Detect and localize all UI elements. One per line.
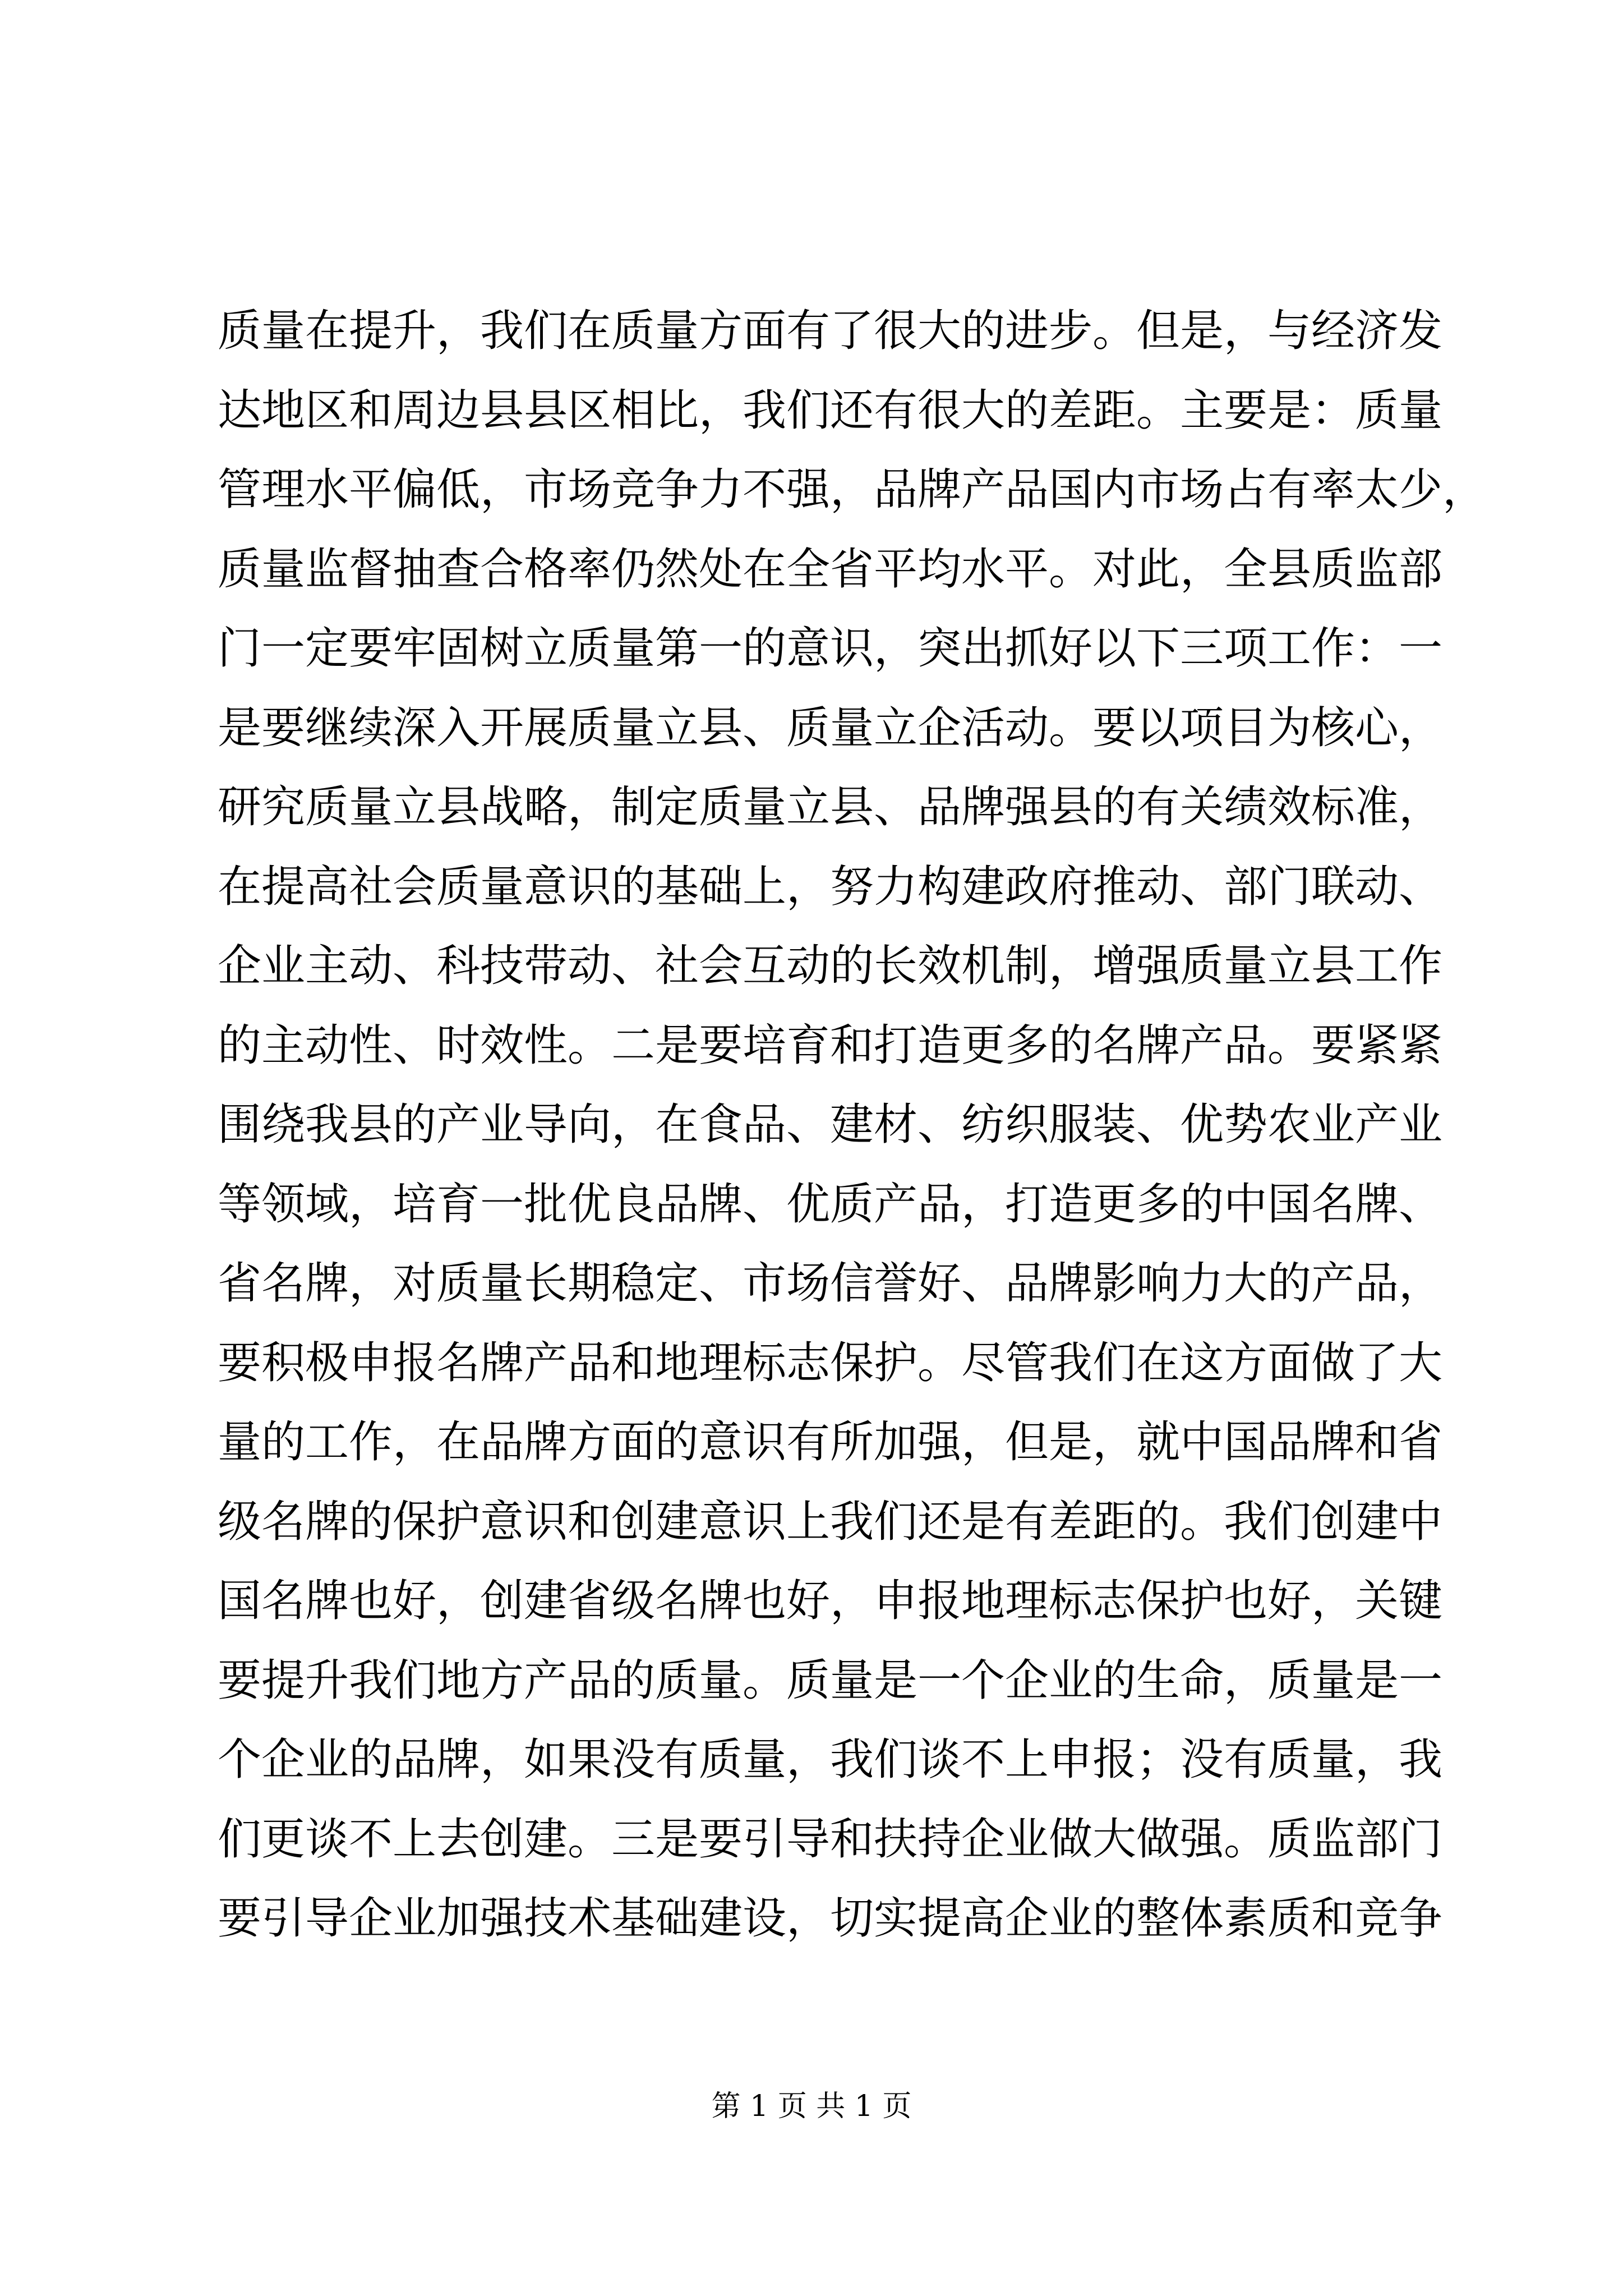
- text-line: 的主动性、时效性。二是要培育和打造更多的名牌产品。要紧紧: [218, 1020, 1443, 1071]
- text-line: 管理水平偏低，市场竞争力不强，品牌产品国内市场占有率太少，: [218, 464, 1487, 515]
- text-line: 要积极申报名牌产品和地理标志保护。尽管我们在这方面做了大: [218, 1337, 1443, 1388]
- text-line: 等领域，培育一批优良品牌、优质产品，打造更多的中国名牌、: [218, 1179, 1443, 1230]
- text-line: 是要继续深入开展质量立县、质量立企活动。要以项目为核心，: [218, 702, 1443, 753]
- body-text: [218, 292, 1487, 1959]
- text-line: 围绕我县的产业导向，在食品、建材、纺织服装、优势农业产业: [218, 1099, 1443, 1150]
- text-line: 研究质量立县战略，制定质量立县、品牌强县的有关绩效标准，: [218, 782, 1443, 832]
- page-footer: 第 1 页 共 1 页: [711, 2090, 912, 2123]
- text-line: 国名牌也好，创建省级名牌也好，申报地理标志保护也好，关键: [218, 1576, 1443, 1626]
- text-line: 达地区和周边县县区相比，我们还有很大的差距。主要是：质量: [218, 385, 1443, 436]
- text-line: 们更谈不上去创建。三是要引导和扶持企业做大做强。质监部门: [218, 1814, 1443, 1865]
- text-line: 质量监督抽查合格率仍然处在全省平均水平。对此，全县质监部: [218, 544, 1443, 595]
- text-line: 要引导企业加强技术基础建设，切实提高企业的整体素质和竞争: [218, 1893, 1443, 1944]
- text-line: 质量在提升，我们在质量方面有了很大的进步。但是，与经济发: [218, 306, 1443, 356]
- text-line: 要提升我们地方产品的质量。质量是一个企业的生命，质量是一: [218, 1655, 1443, 1706]
- text-line: 级名牌的保护意识和创建意识上我们还是有差距的。我们创建中: [218, 1496, 1443, 1547]
- text-line: 个企业的品牌，如果没有质量，我们谈不上申报；没有质量，我: [218, 1734, 1443, 1785]
- text-line: 省名牌，对质量长期稳定、市场信誉好、品牌影响力大的产品，: [218, 1258, 1443, 1309]
- text-line: 量的工作，在品牌方面的意识有所加强，但是，就中国品牌和省: [218, 1417, 1443, 1467]
- text-line: 门一定要牢固树立质量第一的意识，突出抓好以下三项工作：一: [218, 623, 1443, 674]
- text-line: 在提高社会质量意识的基础上，努力构建政府推动、部门联动、: [218, 861, 1443, 912]
- text-line: 企业主动、科技带动、社会互动的长效机制，增强质量立县工作: [218, 941, 1443, 991]
